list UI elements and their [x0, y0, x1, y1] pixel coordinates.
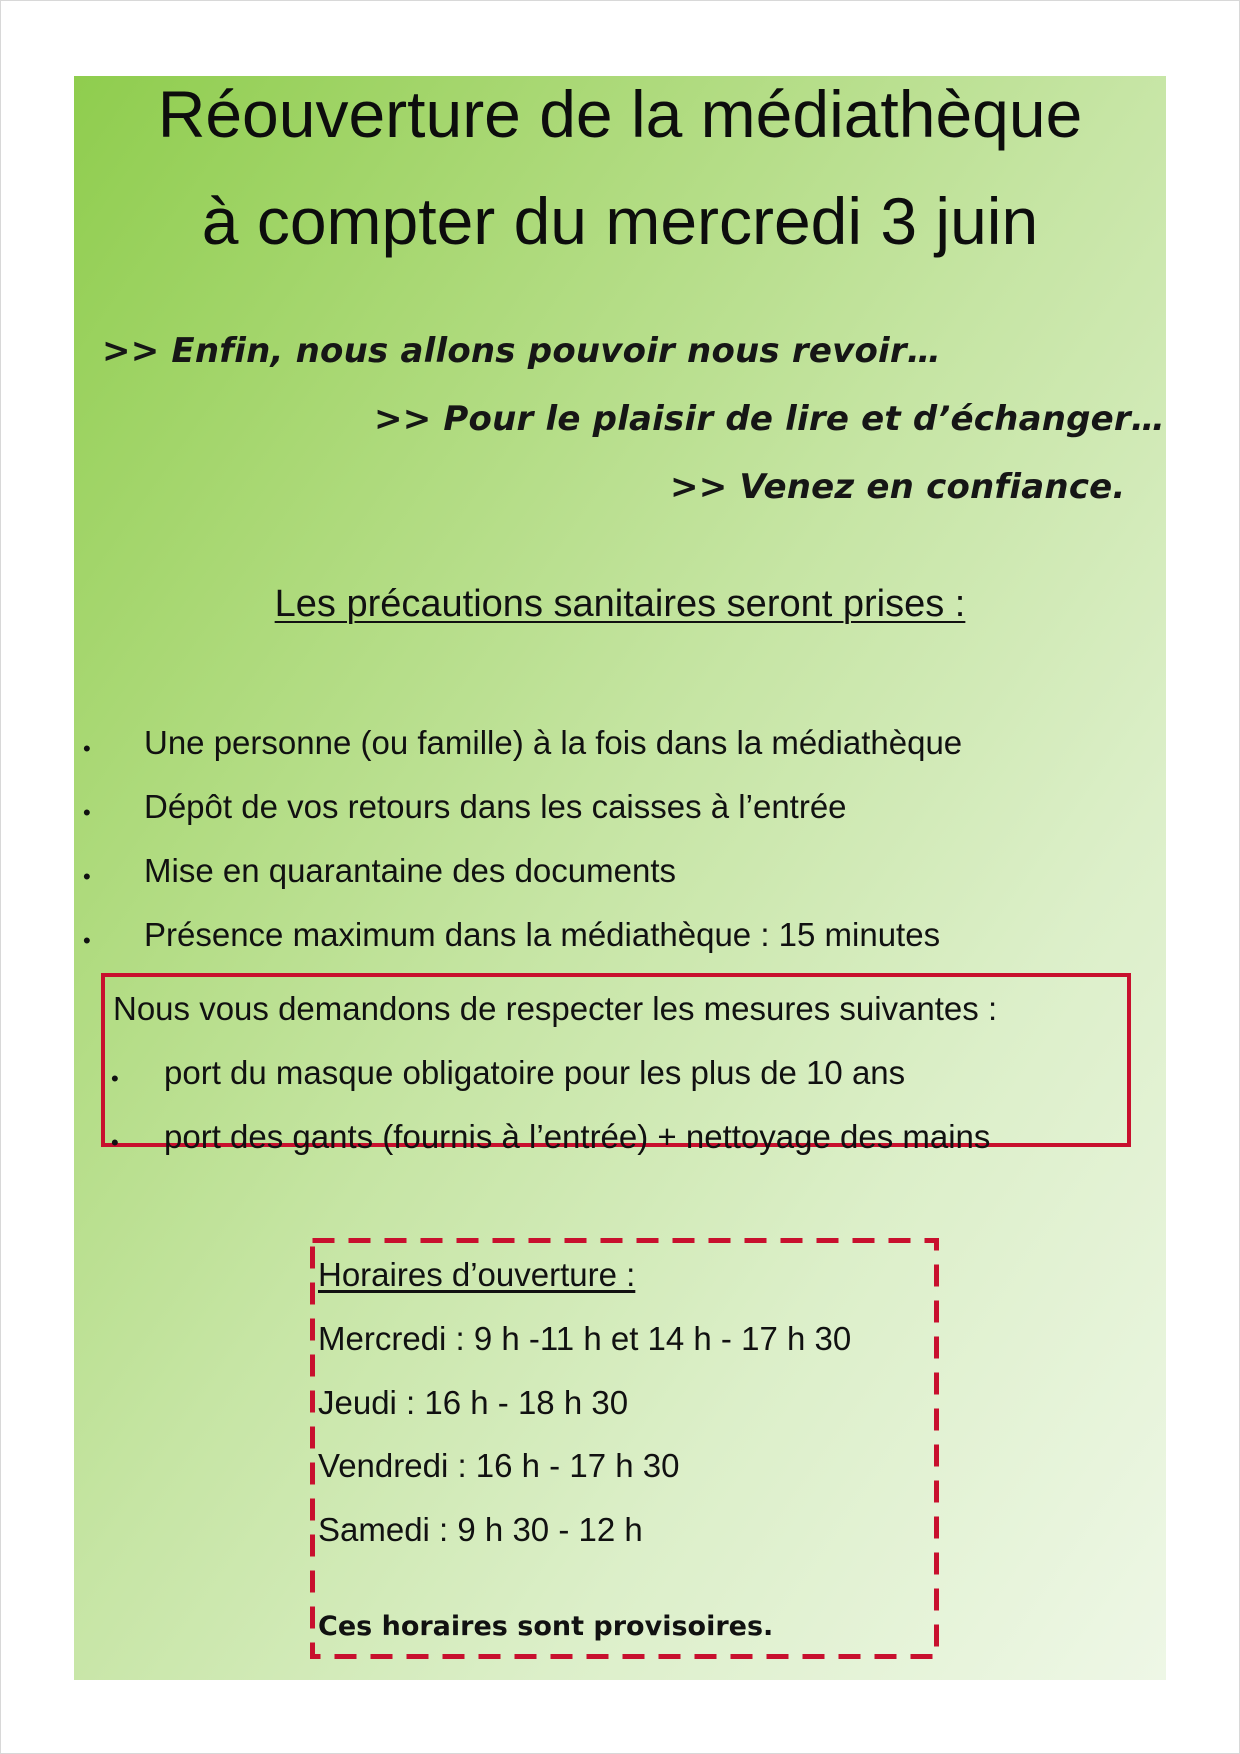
bullet-icon: • [83, 736, 91, 761]
bullet-icon: • [111, 1066, 119, 1091]
hours-friday: Vendredi : 16 h - 17 h 30 [318, 1447, 680, 1484]
precaution-text: Mise en quarantaine des documents [144, 852, 676, 889]
provisional-note: Ces horaires sont provisoires. [318, 1611, 774, 1642]
precaution-text: Présence maximum dans la médiathèque : 15 minutes [144, 916, 941, 953]
hours-wednesday: Mercredi : 9 h -11 h et 14 h - 17 h 30 [318, 1320, 852, 1357]
precautions-list [74, 726, 1166, 982]
title-line-1: Réouverture de la médiathèque [157, 77, 1083, 151]
hours-saturday: Samedi : 9 h 30 - 12 h [318, 1511, 643, 1548]
list-item [105, 1056, 1127, 1120]
precaution-text: Une personne (ou famille) à la fois dans la médiathèque [144, 724, 963, 761]
bullet-icon: • [83, 864, 91, 889]
measures-box [101, 973, 1131, 1155]
tagline-3: >> Venez en confiance. [670, 467, 1126, 507]
measure-text: port du masque obligatoire pour les plus de 10 ans [164, 1054, 906, 1091]
poster [74, 76, 1166, 1680]
bullet-icon: • [111, 1130, 119, 1155]
bullet-icon: • [83, 928, 91, 953]
measure-text: port des gants (fournis à l’entrée) + nettoyage des mains [164, 1118, 991, 1155]
tagline-2: >> Pour le plaisir de lire et d’échanger… [374, 399, 1166, 439]
list-item [74, 726, 1166, 790]
hours-title: Horaires d’ouverture : [318, 1256, 636, 1293]
measures-intro: Nous vous demandons de respecter les mesures suivantes : [113, 990, 998, 1027]
bullet-icon: • [83, 800, 91, 825]
list-item [74, 790, 1166, 854]
title-line-2: à compter du mercredi 3 juin [201, 184, 1039, 258]
measures-list [105, 1056, 1127, 1184]
hours-thursday: Jeudi : 16 h - 18 h 30 [318, 1384, 629, 1421]
tagline-1: >> Enfin, nous allons pouvoir nous revoir… [102, 331, 942, 371]
precautions-heading: Les précautions sanitaires seront prises : [274, 583, 966, 625]
list-item [74, 854, 1166, 918]
opening-hours-box [310, 1238, 939, 1659]
list-item [105, 1120, 1127, 1184]
precaution-text: Dépôt de vos retours dans les caisses à l’entrée [144, 788, 847, 825]
